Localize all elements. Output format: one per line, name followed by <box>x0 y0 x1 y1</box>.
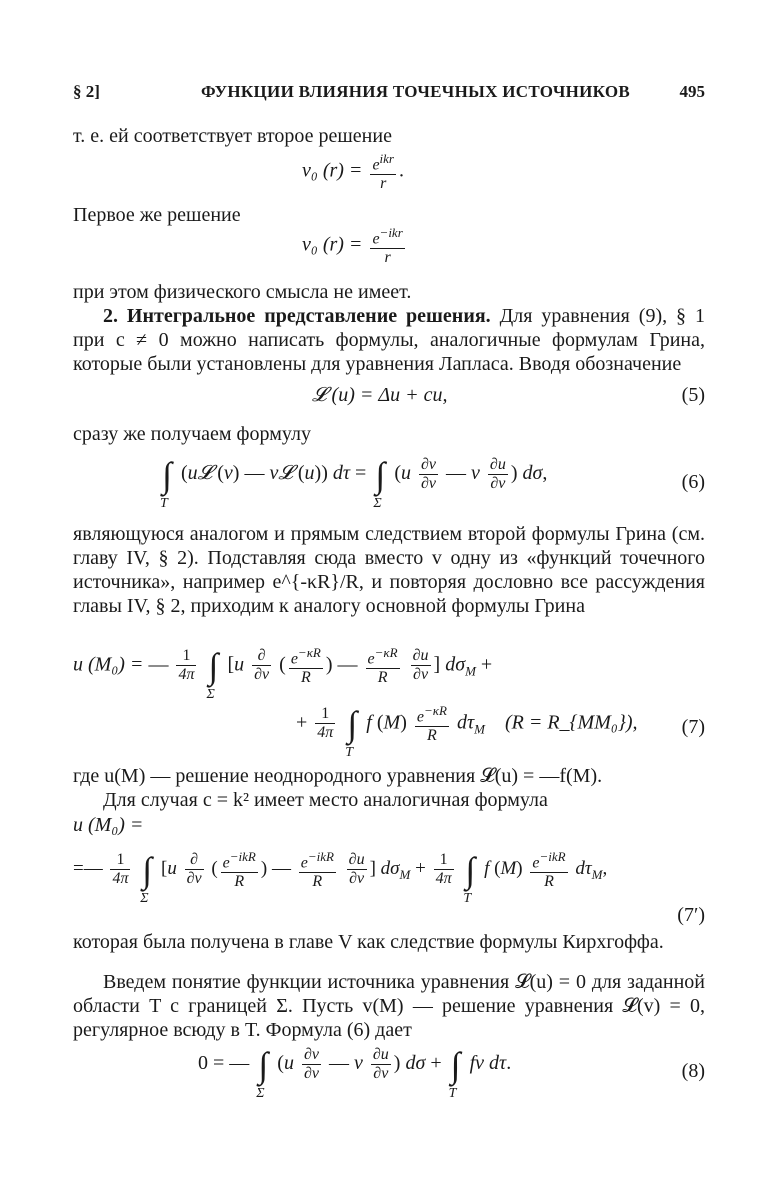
equation-v0-outgoing: v₀ (r) = $\frac{e^{ikr}}{r}$ . <box>302 151 404 193</box>
fraction: $\frac{e^{-\kappa R}}{R}$ <box>290 645 321 687</box>
equation-number-6: (6) <box>681 471 705 493</box>
fraction: $\frac{\partial u}{\partial\nu}$ <box>348 851 365 888</box>
equation-7-prime-lhs: u (M₀) = <box>73 814 144 836</box>
fraction: $\frac{1}{4\pi}$ <box>178 647 195 684</box>
fraction: $\frac{e^{-ikR}}{R}$ <box>532 849 566 891</box>
paragraph-7: где u(M) — решение неоднородного уравнения 𝓛(u) = —f(M). <box>73 765 603 787</box>
equation-lhs: v₀ (r) = <box>302 233 363 256</box>
equation-lhs: v₀ (r) = <box>302 159 363 182</box>
fraction: $\frac{e^{-ikr}}{r}$ <box>372 225 403 267</box>
integral-sign: ∫ T <box>160 454 172 511</box>
integral-sign: ∫ T <box>463 849 476 906</box>
equation-number-5: (5) <box>681 384 705 406</box>
fraction: $\frac{\partial v}{\partial\nu}$ <box>303 1046 319 1082</box>
paragraph-3: при этом физического смысла не имеет. <box>73 281 412 303</box>
fraction: $\frac{\partial u}{\partial\nu}$ <box>489 456 506 492</box>
equation-condition: (R = R_{MM₀}), <box>504 711 638 734</box>
equation-number-7-prime: (7′) <box>677 904 705 926</box>
paragraph-9: которая была получена в главе V как следствие формулы Кирхгоффа. <box>73 931 664 953</box>
fraction: $\frac{\partial}{\partial\nu}$ <box>186 851 202 888</box>
paragraph-8: Для случая c = k² имеет место аналогичная формула <box>103 789 548 811</box>
integral-sign: ∫ Σ <box>206 645 219 702</box>
fraction: $\frac{e^{-\kappa R}}{R}$ <box>367 645 398 687</box>
fraction: $\frac{\partial u}{\partial\nu}$ <box>372 1046 389 1082</box>
page-header <box>73 78 705 106</box>
fraction: $\frac{e^{ikr}}{r}$ <box>372 151 394 193</box>
equation-lhs: u (M₀) = <box>73 653 144 676</box>
paragraph-1: т. е. ей соответствует второе решение <box>73 125 392 147</box>
paragraph-5: сразу же получаем формулу <box>73 423 311 445</box>
paragraph-10: Введем понятие функции источника уравнения 𝓛(u) = 0 для заданной области T с границей Σ. Пусть v(M) — решение уравнения 𝓛(v) = 0, регулярное всюду в T. Формула (6) дает <box>73 971 705 1041</box>
section-heading: 2. Интегральное представление решения. <box>103 305 491 327</box>
equation-7-prime: =— $\frac{1}{4\pi}$ ∫ Σ [u $\frac{\partial}{\partial\nu}$ ( $\frac{e^{-ikR}}{R}$ ) — $\frac{e^{-ikR}}{R}$ $\frac{\partial u}{\partial\nu}$ ] $d\sigma_M$ + $\frac{1}{4\pi}$ ∫ T f (M) $\frac{e^{-ikR}}{R}$ $d\tau_M$, <box>73 849 608 906</box>
paragraph-6: являющуюся аналогом и прямым следствием второй формулы Грина (см. главу IV, § 2). Подставляя сюда вместо v одну из «функций точечного источника», например e^{-κR}/R, и повторяя дословно все рассуждения главы IV, § 2, приходим к аналогу основной формулы Грина <box>73 523 705 617</box>
fraction: $\frac{e^{-ikR}}{R}$ <box>300 849 334 891</box>
equation-number-8: (8) <box>681 1060 705 1082</box>
equation-7-line-1: u (M₀) = — $\frac{1}{4\pi}$ ∫ Σ [u $\frac{\partial}{\partial\nu}$ ( $\frac{e^{-\kappa R}}{R}$ ) — $\frac{e^{-\kappa R}}{R}$ $\frac{\partial u}{\partial\nu}$ ] $d\sigma_M$ + <box>73 645 493 702</box>
equation-number-7: (7) <box>681 716 705 738</box>
integral-sign: ∫ T <box>345 703 358 760</box>
fraction: $\frac{e^{-\kappa R}}{R}$ <box>416 703 447 745</box>
fraction: $\frac{e^{-ikR}}{R}$ <box>222 849 256 891</box>
fraction: $\frac{1}{4\pi}$ <box>317 705 334 742</box>
fraction: $\frac{\partial v}{\partial\nu}$ <box>421 456 437 492</box>
integral-sign: ∫ Σ <box>256 1044 269 1101</box>
fraction: $\frac{\partial}{\partial\nu}$ <box>254 647 270 684</box>
equation-v0-incoming <box>302 224 408 267</box>
fraction: $\frac{1}{4\pi}$ <box>435 851 452 888</box>
running-title: ФУНКЦИИ ВЛИЯНИЯ ТОЧЕЧНЫХ ИСТОЧНИКОВ <box>201 82 631 101</box>
integral-sign: ∫ Σ <box>140 849 153 906</box>
equation-5: 𝓛 (u) = Δu + cu, <box>312 384 448 406</box>
equation-7-line-2: + $\frac{1}{4\pi}$ ∫ T f (M) $\frac{e^{-\kappa R}}{R}$ $d\tau_M$ (R = R_{MM₀}), <box>296 703 638 760</box>
fraction: $\frac{1}{4\pi}$ <box>112 851 129 888</box>
integral-sign: ∫ T <box>448 1044 461 1101</box>
equation-6: ∫ T (u𝓛 (v) — v𝓛 (u)) dτ = ∫ Σ (u $\frac{\partial v}{\partial\nu}$ — v $\frac{\partial u}{\partial\nu}$ ) dσ, <box>160 454 548 511</box>
integral-sign: ∫ Σ <box>373 454 386 511</box>
section-number: § 2] <box>73 82 100 101</box>
fraction: $\frac{\partial u}{\partial\nu}$ <box>412 647 429 684</box>
paragraph-4-text: Для уравнения (9), § 1 при c ≠ 0 можно написать формулы, аналогичные формулам Грина, которые были установлены для уравнения Лапласа. Вводя обозначение <box>73 305 705 375</box>
paragraph-4 <box>73 304 705 376</box>
page-number: 495 <box>679 82 705 101</box>
equation-8: 0 = — ∫ Σ (u $\frac{\partial v}{\partial\nu}$ — v $\frac{\partial u}{\partial\nu}$ ) dσ + ∫ T fv dτ. <box>198 1044 512 1101</box>
paragraph-2: Первое же решение <box>73 204 241 226</box>
